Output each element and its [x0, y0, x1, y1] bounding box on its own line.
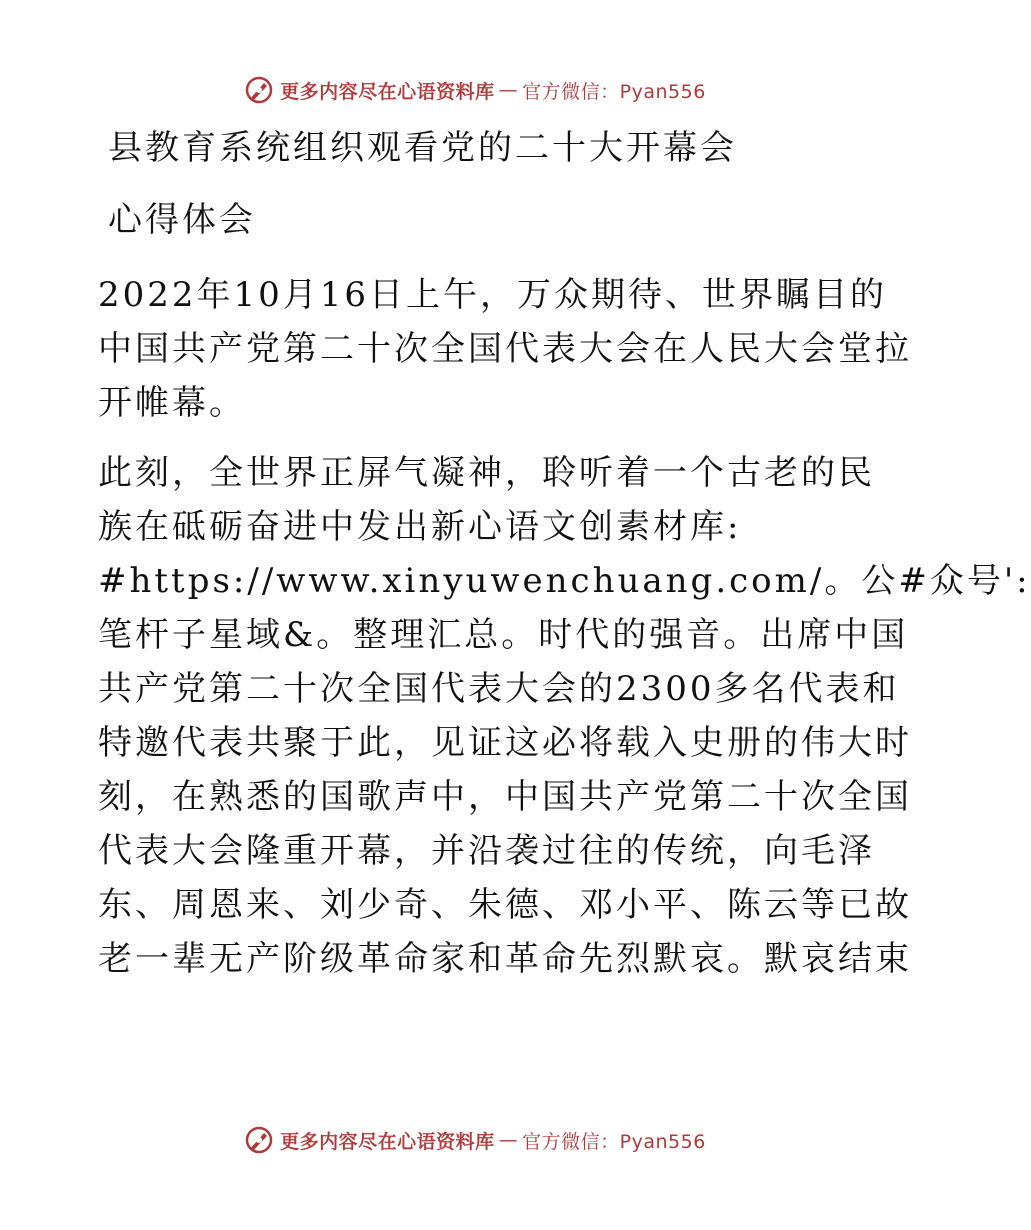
footer-separator: —: [498, 1129, 519, 1151]
paragraph-1: [98, 268, 912, 430]
paragraph-line: 共产党第二十次全国代表大会的2300多名代表和: [98, 669, 900, 709]
footer-wechat-text: 官方微信：Pyan556: [522, 1130, 706, 1153]
paragraph-line: 老一辈无产阶级革命家和革命先烈默哀。默哀结束: [98, 939, 912, 979]
paragraph-line: 笔杆子星域&。整理汇总。时代的强音。出席中国: [98, 615, 909, 655]
paragraph-line: 此刻，全世界正屏气凝神，聆听着一个古老的民: [98, 453, 875, 493]
paragraph-line: 代表大会隆重开幕，并沿袭过往的传统，向毛泽: [98, 831, 875, 871]
pen-logo-icon: [244, 75, 274, 105]
pen-logo-icon: [244, 1125, 274, 1155]
document-title: 县教育系统组织观看党的二十大开幕会: [108, 128, 737, 168]
footer-banner: [0, 1120, 950, 1160]
paragraph-line: 2022年10月16日上午，万众期待、世界瞩目的: [98, 275, 888, 315]
paragraph-line: 东、周恩来、刘少奇、朱德、邓小平、陈云等已故: [98, 885, 912, 925]
header-site-text: 更多内容尽在心语资料库: [280, 80, 495, 103]
document-subtitle: 心得体会: [108, 200, 256, 240]
header-separator: —: [498, 79, 519, 101]
paragraph-line: 开帷幕。: [98, 383, 246, 423]
paragraph-line: 特邀代表共聚于此，见证这必将载入史册的伟大时: [98, 723, 912, 763]
header-wechat-text: 官方微信：Pyan556: [522, 80, 706, 103]
paragraph-line: #https://www.xinyuwenchuang.com/。公#众号':: [98, 561, 1031, 601]
paragraph-line: 刻，在熟悉的国歌声中，中国共产党第二十次全国: [98, 777, 912, 817]
paragraph-2: [98, 446, 1031, 986]
header-banner: [0, 70, 950, 110]
footer-site-text: 更多内容尽在心语资料库: [280, 1130, 495, 1153]
document-body: [98, 122, 1031, 1002]
paragraph-line: 族在砥砺奋进中发出新心语文创素材库:: [98, 507, 742, 547]
paragraph-line: 中国共产党第二十次全国代表大会在人民大会堂拉: [98, 329, 912, 369]
